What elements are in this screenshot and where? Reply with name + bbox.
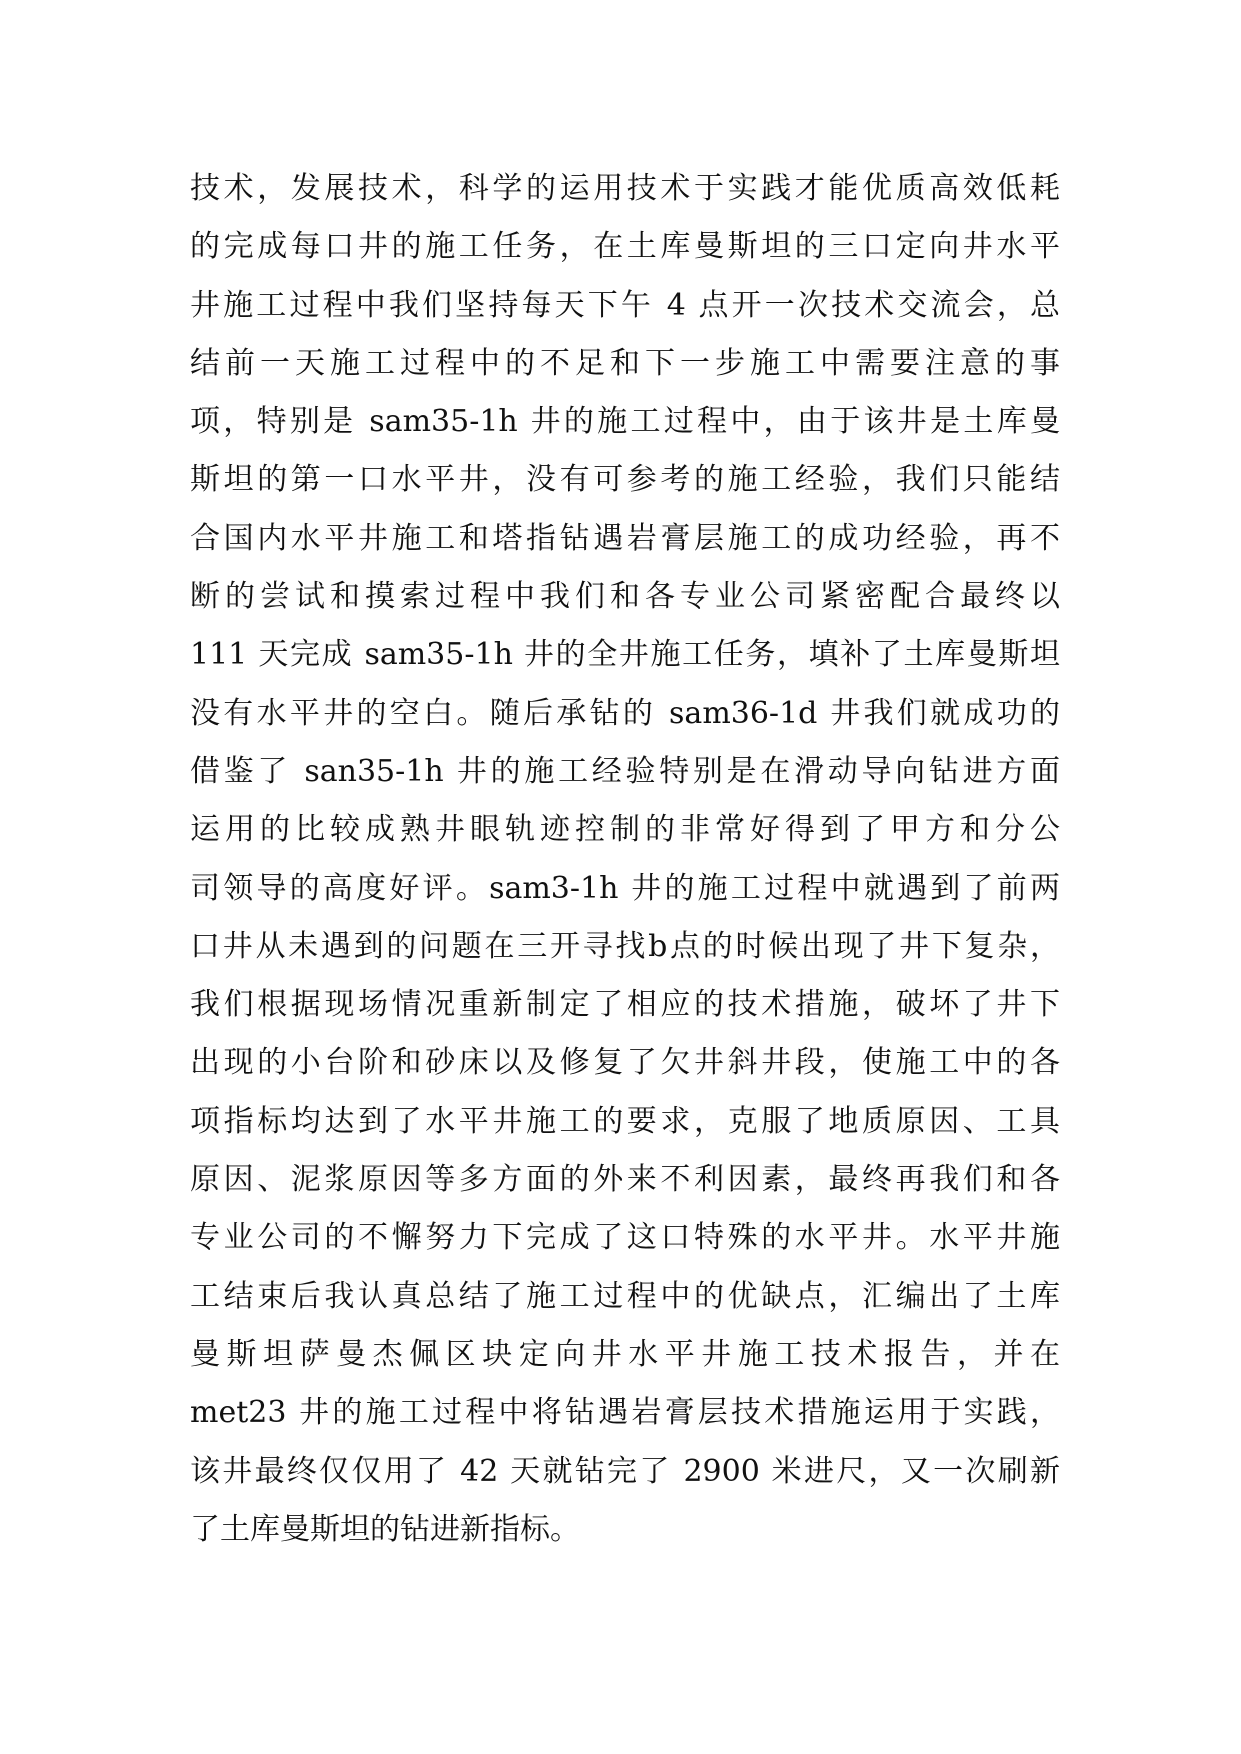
text-line: met23 井的施工过程中将钻遇岩膏层技术措施运用于实践， [190, 1395, 1060, 1431]
text-line: 原因、泥浆原因等多方面的外来不利因素，最终再我们和各 [190, 1162, 1060, 1198]
text-line: 了土库曼斯坦的钻进新指标。 [190, 1511, 580, 1547]
body-paragraph [190, 160, 1060, 1559]
text-line: 司领导的高度好评。sam3-1h 井的施工过程中就遇到了前两 [190, 870, 1060, 906]
text-line: 曼斯坦萨曼杰佩区块定向井水平井施工技术报告，并在 [190, 1336, 1060, 1372]
text-line: 项指标均达到了水平井施工的要求，克服了地质原因、工具 [190, 1103, 1060, 1139]
text-line: 运用的比较成熟井眼轨迹控制的非常好得到了甲方和分公 [190, 812, 1060, 848]
text-line: 斯坦的第一口水平井，没有可参考的施工经验，我们只能结 [190, 462, 1060, 498]
text-line: 111 天完成 sam35-1h 井的全井施工任务，填补了土库曼斯坦 [190, 637, 1060, 673]
text-line: 工结束后我认真总结了施工过程中的优缺点，汇编出了土库 [190, 1278, 1060, 1314]
text-line: 专业公司的不懈努力下完成了这口特殊的水平井。水平井施 [190, 1220, 1060, 1256]
text-line: 技术，发展技术，科学的运用技术于实践才能优质高效低耗 [190, 171, 1060, 206]
text-line: 没有水平井的空白。随后承钻的 sam36-1d 井我们就成功的 [190, 695, 1060, 731]
text-line: 口井从未遇到的问题在三开寻找b点的时候出现了井下复杂， [190, 928, 1060, 964]
text-line: 井施工过程中我们坚持每天下午 4 点开一次技术交流会，总 [190, 287, 1060, 323]
text-line: 该井最终仅仅用了 42 天就钻完了 2900 米进尺，又一次刷新 [190, 1453, 1060, 1489]
text-line: 出现的小台阶和砂床以及修复了欠井斜井段，使施工中的各 [190, 1045, 1060, 1081]
text-line: 断的尝试和摸索过程中我们和各专业公司紧密配合最终以 [190, 579, 1060, 615]
text-line: 结前一天施工过程中的不足和下一步施工中需要注意的事 [190, 345, 1060, 381]
text-line: 的完成每口井的施工任务，在土库曼斯坦的三口定向井水平 [190, 229, 1060, 265]
text-line: 项，特别是 sam35-1h 井的施工过程中，由于该井是土库曼 [190, 404, 1060, 440]
text-line: 合国内水平井施工和塔指钻遇岩膏层施工的成功经验，再不 [190, 520, 1060, 556]
text-line: 我们根据现场情况重新制定了相应的技术措施，破坏了井下 [190, 987, 1060, 1023]
text-line: 借鉴了 san35-1h 井的施工经验特别是在滑动导向钻进方面 [190, 753, 1060, 789]
